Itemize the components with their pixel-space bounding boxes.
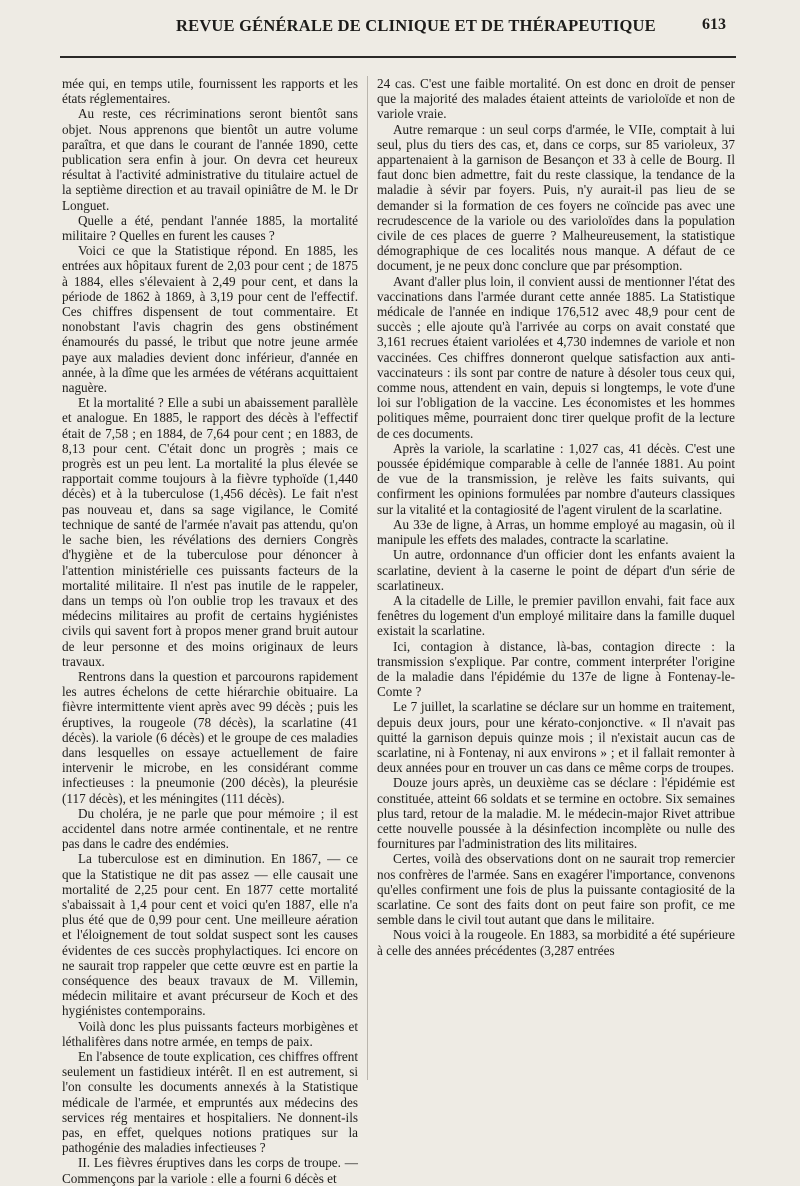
paragraph: Rentrons dans la question et parcourons rapidement les autres échelons de cette hiérarchie obituaire. La fièvre intermittente vient après avec 99 décès ; puis les éruptives, la rougeole (78 décès), la scarlatine (41 décès). la variole (6 décès) et le groupe de ces maladies dans lesquelles on essaye actuellement de faire intervenir le microbe, en les considérant comme infectieuses : la pneumonie (200 décès), la pleurésie (117 décès), et les méningites (111 décès). [62, 668, 358, 806]
paragraph: Après la variole, la scarlatine : 1,027 cas, 41 décès. C'est une poussée épidémique comparable à celle de l'année 1881. Au point de vue de la transmission, je relève les faits suivants, qui confirment les opinions formulées par nombre d'auteurs classiques sur la vitalité et la contagiosité de l'agent virulent de la scarlatine. [377, 440, 735, 517]
page-header [0, 16, 800, 40]
paragraph: Ici, contagion à distance, là-bas, contagion directe : la transmission s'explique. Par contre, comment interpréter l'origine de la maladie dans l'épidémie du 137e de ligne à Fontenay-le-Comte ? [377, 638, 735, 700]
paragraph: Le 7 juillet, la scarlatine se déclare sur un homme en traitement, depuis deux jours, pour une kérato-conjonctive. « Il n'avait pas quitté la garnison depuis quinze mois ; il n'existait aucun cas de scarlatine, ni à Fontenay, ni aux environs » ; et il fallait remonter à deux années pour en trouver un cas dans ce même corps de troupes. [377, 699, 735, 776]
right-column [377, 76, 735, 1080]
paragraph: En l'absence de toute explication, ces chiffres offrent seulement un fastidieux intérêt. Il en est autrement, si l'on consulte les documents annexés à la Statistique médicale de l'armée, et empruntés aux médecins des services rég mentaires et hospitaliers. Ne donnent-ils pas, en effet, quelques notions pratiques sur la pathogénie des maladies infectieuses ? [62, 1049, 358, 1156]
paragraph: Quelle a été, pendant l'année 1885, la mortalité militaire ? Quelles en furent les causes ? [62, 212, 358, 244]
paragraph: Au 33e de ligne, à Arras, un homme employé au magasin, où il manipule les effets des malades, contracte la scarlatine. [377, 516, 735, 548]
paragraph: Un autre, ordonnance d'un officier dont les enfants avaient la scarlatine, devient à la caserne le point de départ d'un série de scarlatineux. [377, 547, 735, 593]
paragraph: Voici ce que la Statistique répond. En 1885, les entrées aux hôpitaux furent de 2,03 pour cent ; de 1875 à 1884, elles s'élevaient à 2,49 pour cent, et dans la période de 1862 à 1869, à 3,19 pour cent de l'effectif. Ces chiffres dispensent de tout commentaire. Et nonobstant l'avis chagrin des gens obstinément énamourés du passé, le tribut que notre jeune armée paye aux maladies devient donc inférieur, d'année en année, à la dîme que les armées de vétérans acquittaient naguère. [62, 243, 358, 396]
left-column [62, 76, 358, 1186]
paragraph: Et la mortalité ? Elle a subi un abaissement parallèle et analogue. En 1885, le rapport des décès à l'effectif était de 7,58 ; en 1884, de 7,64 pour cent ; en 1883, de 8,13 pour cent. C'était donc un progrès ; mais ce progrès est un peu lent. La mortalité la plus élevée se rapportait comme toujours à la fièvre typhoïde (1,440 décès) et à la tuberculose (1,456 décès). Le fait n'est pas nouveau et, dans sa sage vigilance, le Comité technique de santé de l'armée n'avait pas attendu, qu'on le sache bien, les révélations des derniers Congrès d'hygiène et de la tuberculose pour dénoncer à l'attention ministérielle ces puissants facteurs de la mortalité militaire. Il n'est pas inutile de le rappeler, dans un temps où l'on oublie trop les travaux et des médecins militaires au profit de certains hygiénistes civils qui savent fort à propos mener grand bruit autour de leur personne et des moins originaux de leurs travaux. [62, 395, 358, 669]
paragraph: mée qui, en temps utile, fournissent les rapports et les états réglementaires. [62, 76, 358, 107]
paragraph: Au reste, ces récriminations seront bientôt sans objet. Nous apprenons que bientôt un autre volume paraîtra, et que dans le courant de l'année 1890, cette publication sera enfin à jour. On devra cet heureux résultat à l'activité administrative du titulaire actuel de la septième direction et au travail opiniâtre de M. le Dr Longuet. [62, 106, 358, 213]
paragraph: La tuberculose est en diminution. En 1867, — ce que la Statistique ne dit pas assez — elle causait une mortalité de 2,25 pour cent. En 1877 cette mortalité s'abaissait à 1,4 pour cent et voici qu'en 1887, elle n'a plus été que de 0,99 pour cent. Une meilleure aération et l'éloignement de tout soldat suspect sont les causes évidentes de ces succès prophylactiques. Ici encore on ne saurait trop rappeler que cette œuvre est en partie la conséquence des beaux travaux de M. Villemin, médecin militaire et avant précurseur de Koch et des hygiénistes contemporains. [62, 851, 358, 1019]
section-heading-paragraph: II. Les fièvres éruptives dans les corps de troupe. — Commençons par la variole : elle a fourni 6 décès et [62, 1155, 358, 1186]
paragraph: A la citadelle de Lille, le premier pavillon envahi, fait face aux fenêtres du logement d'un employé militaire dans la famille duquel existait la scarlatine. [377, 592, 735, 639]
running-title: REVUE GÉNÉRALE DE CLINIQUE ET DE THÉRAPEUTIQUE [176, 16, 656, 35]
header-rule [60, 56, 736, 58]
paragraph: Nous voici à la rougeole. En 1883, sa morbidité a été supérieure à celle des années précédentes (3,287 entrées [377, 927, 735, 958]
paragraph: Certes, voilà des observations dont on ne saurait trop remercier nos confrères de l'armée. Sans en exagérer l'importance, convenons qu'elles confirment une fois de plus la puissante contagiosité de la scarlatine. Ce sont des faits dont on peut faire son profit, ce me semble dans le civil tout autant que dans le militaire. [377, 851, 735, 928]
paragraph: Douze jours après, un deuxième cas se déclare : l'épidémie est constituée, atteint 66 soldats et se termine en octobre. Six semaines plus tard, retour de la maladie. M. le médecin-major Rivet attribue cette nouvelle poussée à la désinfection incomplète ou nulle des fournitures par l'administration des lits militaires. [377, 775, 735, 852]
paragraph: Avant d'aller plus loin, il convient aussi de mentionner l'état des vaccinations dans l'armée durant cette année 1885. La Statistique médicale de l'année en indique 176,512 avec 48,9 pour cent de succès ; elle ajoute qu'à l'arrivée au corps on avait constaté que 3,161 recrues étaient variolées et 4,730 indemnes de variole et non vaccinées. Ces chiffres donneront quelque satisfaction aux anti-vaccinateurs : ils sont par contre de nature à désoler tous ceux qui, comme nous, attendent en vain, depuis si longtemps, le vote d'une loi sur l'obligation de la vaccine. Les économistes et les hommes politiques même, pourraient donc tirer quelque profit de la lecture de ces documents. [377, 273, 735, 441]
paragraph: Du choléra, je ne parle que pour mémoire ; il est accidentel dans notre armée continentale, et ne rentre pas dans le cadre des endémies. [62, 805, 358, 852]
paragraph: Autre remarque : un seul corps d'armée, le VIIe, comptait à lui seul, plus du tiers des cas, et, dans ce corps, sur 85 varioleux, 37 appartenaient à la garnison de Besançon et 33 à celle de Bourg. Il faut donc bien admettre, fait du reste classique, la tendance de la maladie à sévir par foyers. Puis, n'y aurait-il pas lieu de se demander si la formation de ces foyers ne coïncide pas avec une recrudescence de la variole ou des varioloïdes dans la population civile de ces places de guerre ? Malheureusement, la statistique démographique de ces localités nous manque. A défaut de ce document, je ne peux donc conclure que par présomption. [377, 121, 735, 274]
paragraph: Voilà donc les plus puissants facteurs morbigènes et léthalifères dans notre armée, en temps de paix. [62, 1018, 358, 1049]
page-number: 613 [702, 16, 726, 33]
column-divider [367, 76, 368, 1080]
paragraph: 24 cas. C'est une faible mortalité. On est donc en droit de penser que la majorité des malades étaient atteints de varioloïde et non de variole vraie. [377, 76, 735, 122]
